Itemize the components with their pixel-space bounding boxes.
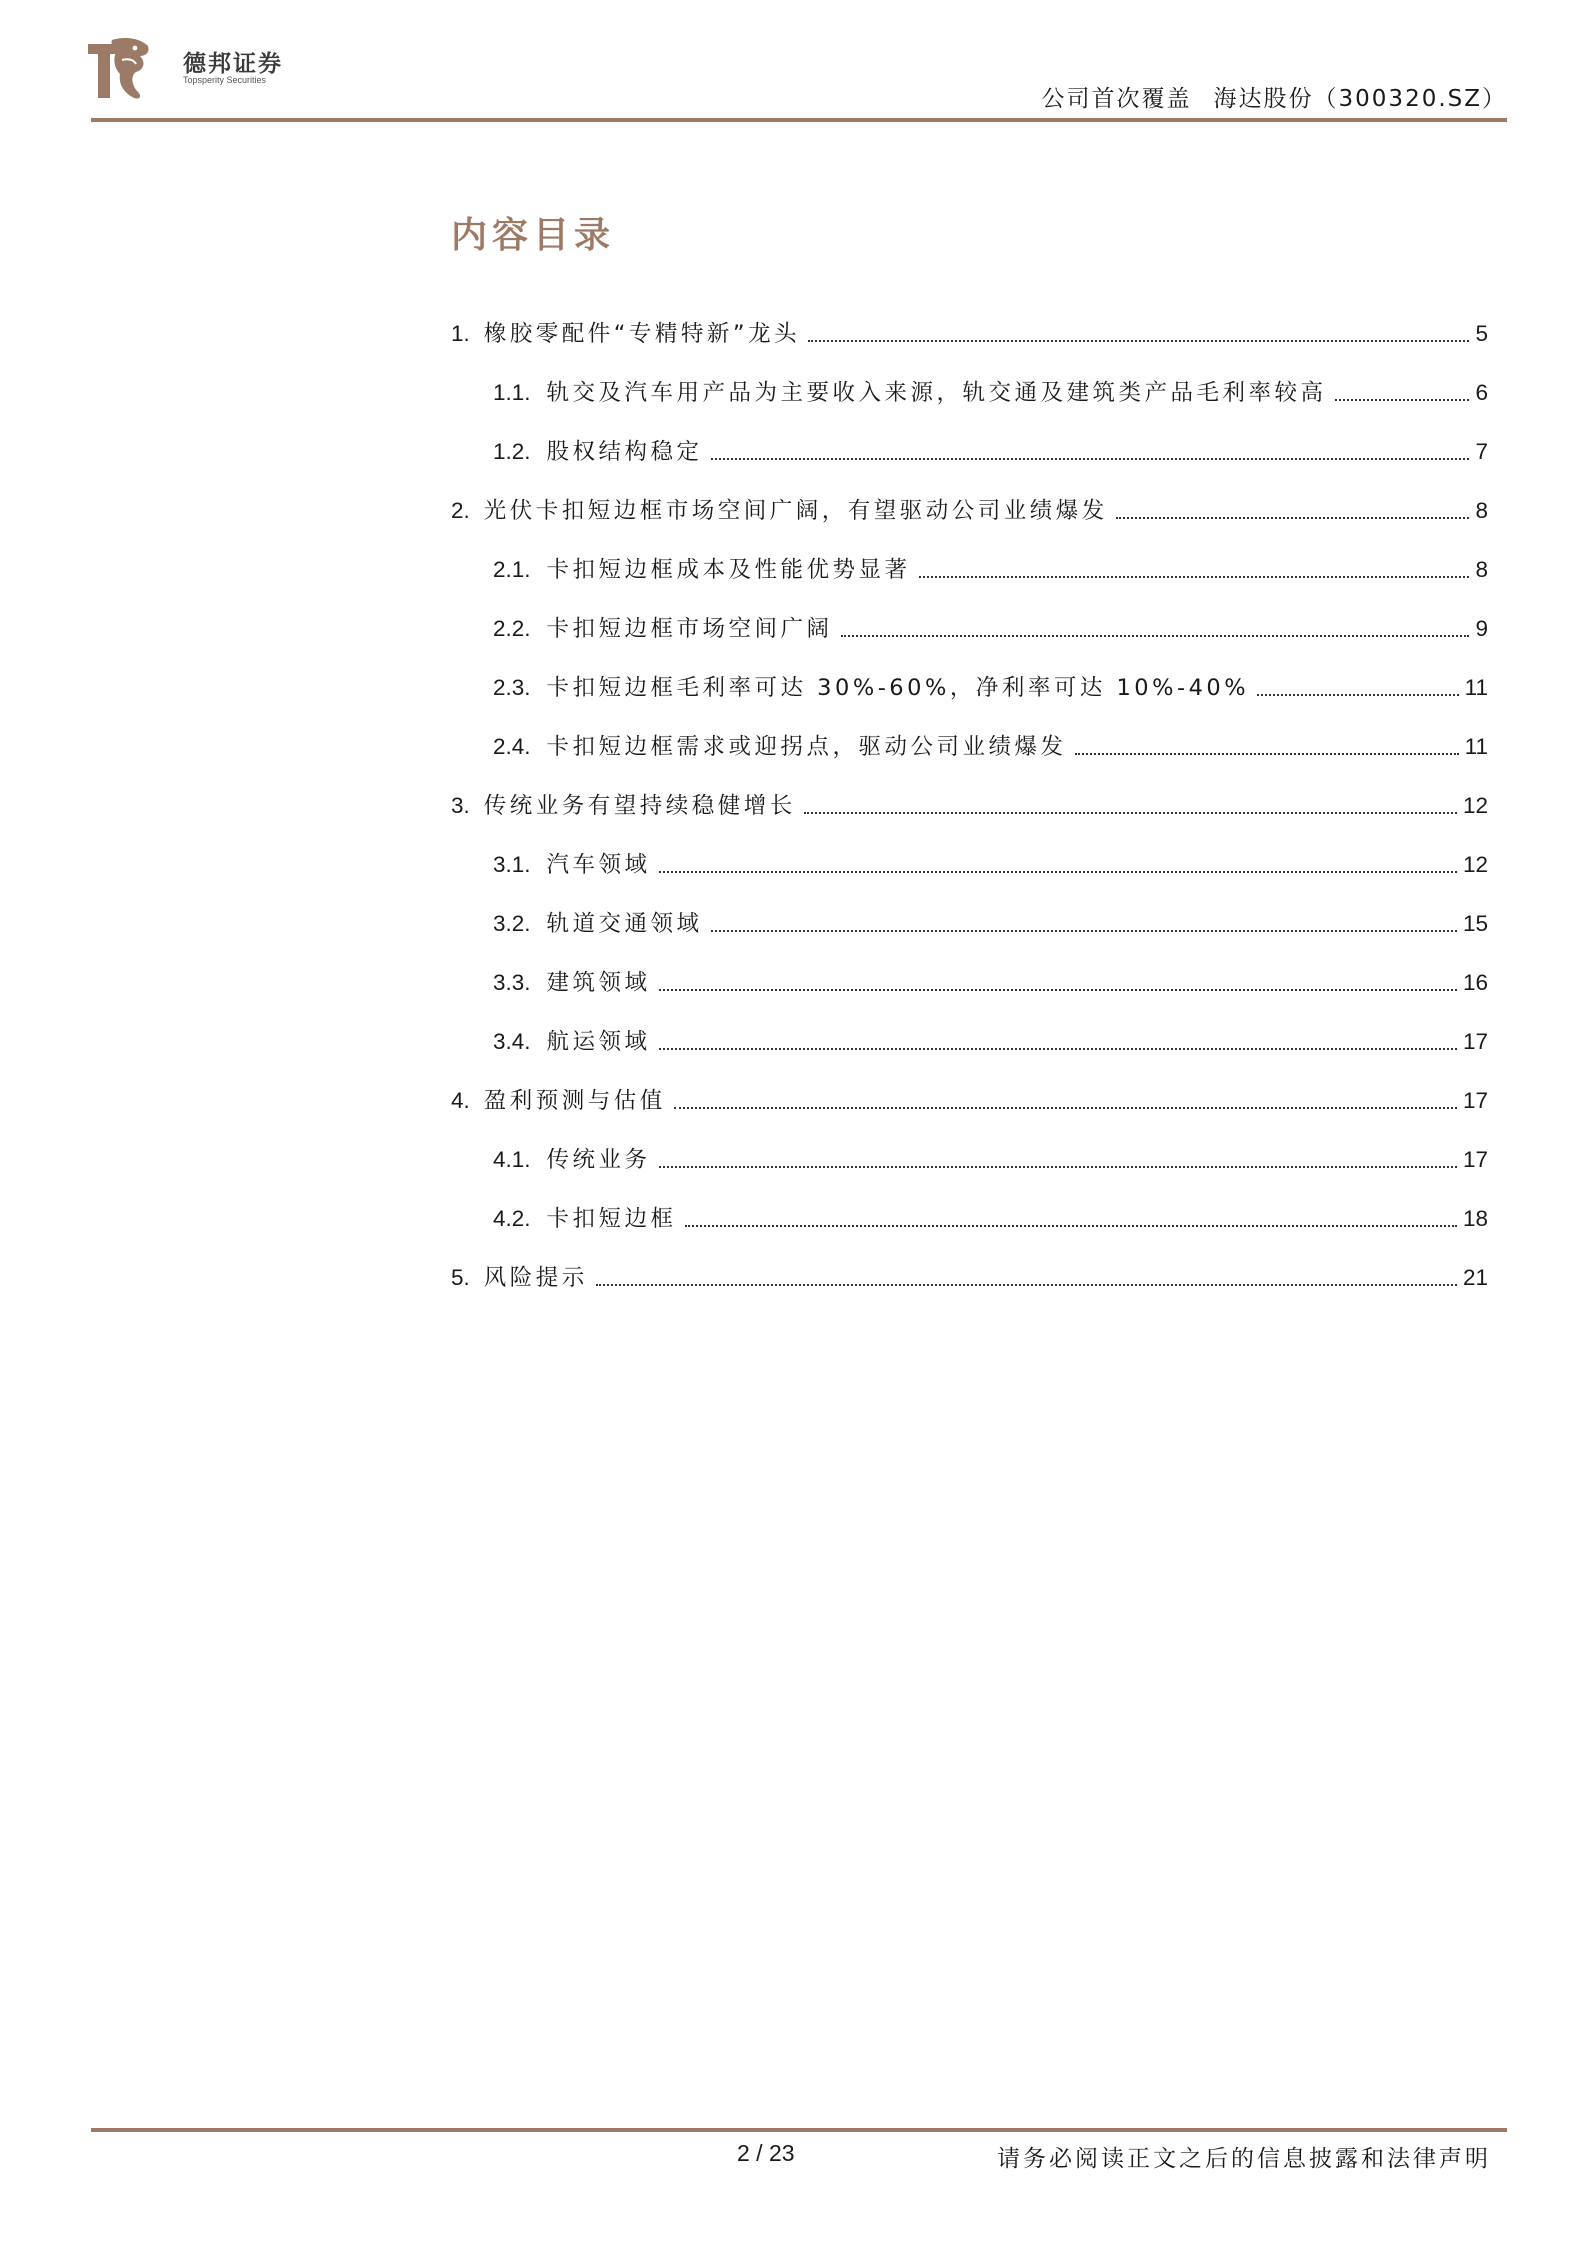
toc-dot-leader xyxy=(659,1166,1457,1168)
toc-entry-label: 光伏卡扣短边框市场空间广阔，有望驱动公司业绩爆发 xyxy=(483,498,1108,524)
toc-entry-label: 轨交及汽车用产品为主要收入来源，轨交通及建筑类产品毛利率较高 xyxy=(546,380,1327,406)
toc-entry[interactable] xyxy=(451,469,1488,528)
toc-entry[interactable] xyxy=(451,764,1488,823)
toc-entry-number: 5. xyxy=(451,1265,470,1290)
toc-entry-number: 3.3. xyxy=(493,970,531,995)
toc-entry-label: 卡扣短边框成本及性能优势显著 xyxy=(546,557,911,583)
toc-entry[interactable] xyxy=(451,1059,1488,1118)
toc-entry-page: 15 xyxy=(1462,911,1488,936)
toc-entry-number: 2.3. xyxy=(493,675,531,700)
toc-dot-leader xyxy=(1335,399,1470,401)
header-divider xyxy=(91,118,1507,122)
toc-entry-label: 传统业务 xyxy=(546,1147,651,1173)
toc-entry-page: 5 xyxy=(1475,321,1488,346)
toc-dot-leader xyxy=(919,576,1470,578)
toc-entry-label: 航运领域 xyxy=(546,1029,651,1055)
table-of-contents xyxy=(451,292,1488,1295)
toc-entry[interactable] xyxy=(451,646,1488,705)
toc-entry-page: 11 xyxy=(1464,675,1488,700)
brand-name-cn: 德邦证券 xyxy=(183,51,283,77)
toc-entry-label: 卡扣短边框毛利率可达 30%-60%，净利率可达 10%-40% xyxy=(546,675,1250,701)
brand-name-en: Topsperity Securities xyxy=(183,75,267,85)
toc-dot-leader xyxy=(711,930,1457,932)
toc-entry-number: 4.1. xyxy=(493,1147,531,1172)
toc-entry-number: 2.1. xyxy=(493,557,531,582)
toc-entry-page: 16 xyxy=(1462,970,1488,995)
company-logo xyxy=(88,36,152,102)
toc-entry-number: 1.1. xyxy=(493,380,531,405)
toc-dot-leader xyxy=(808,340,1469,342)
toc-entry-label: 橡胶零配件“专精特新”龙头 xyxy=(483,321,801,347)
toc-entry[interactable] xyxy=(451,1118,1488,1177)
toc-entry-label: 汽车领域 xyxy=(546,852,651,878)
toc-entry-label: 卡扣短边框市场空间广阔 xyxy=(546,616,833,642)
toc-entry-number: 4. xyxy=(451,1088,470,1113)
toc-entry[interactable] xyxy=(451,823,1488,882)
toc-entry-label: 建筑领域 xyxy=(546,970,651,996)
page-indicator: 2 / 23 xyxy=(737,2140,795,2166)
toc-entry-label: 股权结构稳定 xyxy=(546,439,703,465)
toc-dot-leader xyxy=(1075,753,1459,755)
toc-entry-number: 2.4. xyxy=(493,734,531,759)
toc-entry[interactable] xyxy=(451,882,1488,941)
toc-entry-number: 1.2. xyxy=(493,439,531,464)
toc-entry-number: 1. xyxy=(451,321,470,346)
toc-dot-leader xyxy=(685,1225,1457,1227)
toc-entry-label: 轨道交通领域 xyxy=(546,911,703,937)
toc-dot-leader xyxy=(711,458,1470,460)
toc-entry-label: 风险提示 xyxy=(483,1265,588,1291)
toc-dot-leader xyxy=(804,812,1457,814)
toc-entry[interactable] xyxy=(451,587,1488,646)
toc-dot-leader xyxy=(659,1048,1457,1050)
toc-entry-number: 3.4. xyxy=(493,1029,531,1054)
toc-entry-label: 传统业务有望持续稳健增长 xyxy=(483,793,796,819)
footer-divider xyxy=(91,2128,1507,2132)
legal-notice: 请务必阅读正文之后的信息披露和法律声明 xyxy=(997,2146,1491,2172)
toc-entry-page: 17 xyxy=(1462,1147,1488,1172)
toc-entry-page: 6 xyxy=(1475,380,1488,405)
toc-dot-leader xyxy=(1257,694,1459,696)
toc-entry[interactable] xyxy=(451,528,1488,587)
toc-entry-number: 4.2. xyxy=(493,1206,531,1231)
toc-dot-leader xyxy=(674,1107,1457,1109)
toc-entry[interactable] xyxy=(451,1236,1488,1295)
toc-entry-page: 8 xyxy=(1475,498,1488,523)
toc-dot-leader xyxy=(596,1284,1457,1286)
company-ticker: 海达股份（300320.SZ） xyxy=(1213,86,1507,112)
toc-entry-page: 12 xyxy=(1462,852,1488,877)
toc-entry[interactable] xyxy=(451,410,1488,469)
toc-entry[interactable] xyxy=(451,941,1488,1000)
toc-entry-page: 7 xyxy=(1475,439,1488,464)
toc-entry-label: 卡扣短边框 xyxy=(546,1206,677,1232)
toc-entry-page: 11 xyxy=(1464,734,1488,759)
toc-entry-number: 2.2. xyxy=(493,616,531,641)
toc-entry-label: 卡扣短边框需求或迎拐点，驱动公司业绩爆发 xyxy=(546,734,1067,760)
toc-entry-page: 8 xyxy=(1475,557,1488,582)
toc-entry-number: 3. xyxy=(451,793,470,818)
toc-entry[interactable] xyxy=(451,1000,1488,1059)
toc-dot-leader xyxy=(841,635,1470,637)
toc-entry[interactable] xyxy=(451,1177,1488,1236)
toc-entry-page: 17 xyxy=(1462,1088,1488,1113)
toc-dot-leader xyxy=(1116,517,1470,519)
toc-entry-page: 17 xyxy=(1462,1029,1488,1054)
toc-entry-number: 2. xyxy=(451,498,470,523)
report-header-info xyxy=(1042,80,1507,113)
toc-entry-number: 3.1. xyxy=(493,852,531,877)
toc-entry-page: 21 xyxy=(1462,1265,1488,1290)
toc-entry-page: 12 xyxy=(1462,793,1488,818)
report-type: 公司首次覆盖 xyxy=(1041,86,1192,112)
toc-dot-leader xyxy=(659,871,1457,873)
toc-entry-number: 3.2. xyxy=(493,911,531,936)
toc-entry-page: 18 xyxy=(1462,1206,1488,1231)
toc-dot-leader xyxy=(659,989,1457,991)
toc-entry[interactable] xyxy=(451,351,1488,410)
toc-entry[interactable] xyxy=(451,705,1488,764)
topsperity-logo-icon xyxy=(88,36,152,102)
toc-entry-label: 盈利预测与估值 xyxy=(483,1088,666,1114)
toc-entry-page: 9 xyxy=(1475,616,1488,641)
toc-entry[interactable] xyxy=(451,292,1488,351)
toc-title: 内容目录 xyxy=(451,214,616,256)
